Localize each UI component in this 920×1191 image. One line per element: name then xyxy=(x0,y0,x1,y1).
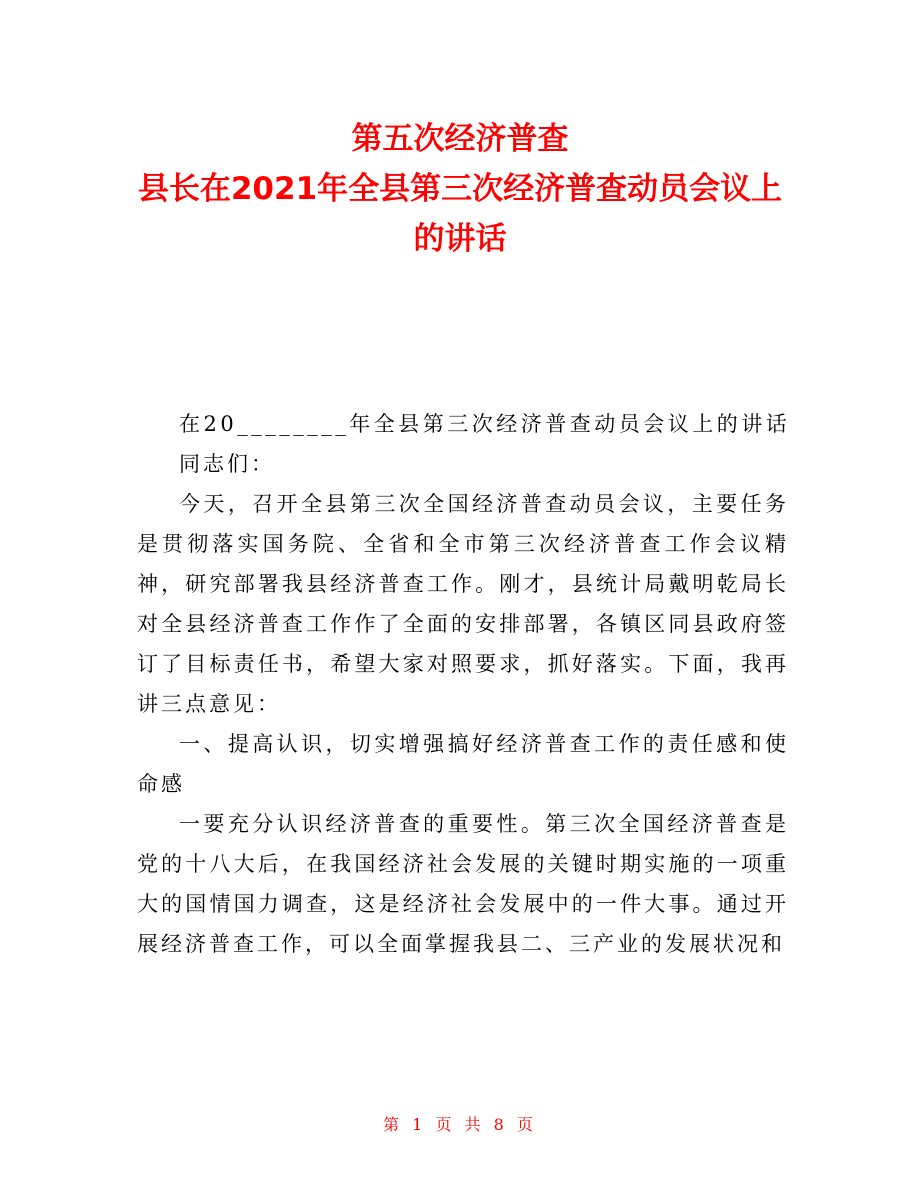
paragraph-section-one: 一、提高认识，切实增强搞好经济普查工作的责任感和使命感 xyxy=(137,732,789,796)
document-title xyxy=(0,114,920,264)
paragraph-salutation: 同志们： xyxy=(179,452,275,476)
document-body xyxy=(137,404,789,964)
paragraph-heading: 在20________年全县第三次经济普查动员会议上的讲话 xyxy=(179,412,791,436)
title-line-2: 县长在2021年全县第三次经济普查动员会议上 xyxy=(137,171,783,207)
paragraph-point-one: 一要充分认识经济普查的重要性。第三次全国经济普查是党的十八大后，在我国经济社会发展的关键时期实施的一项重大的国情国力调查，这是经济社会发展中的一件大事。通过开展经济普查工作，可以全面掌握我县二、三产业的发展状况和 xyxy=(137,812,789,956)
page-number-footer: 第 1 页 共 8 页 xyxy=(383,1115,537,1134)
title-line-1: 第五次经济普查 xyxy=(351,121,569,157)
paragraph-intro: 今天，召开全县第三次全国经济普查动员会议，主要任务是贯彻落实国务院、全省和全市第三次经济普查工作会议精神，研究部署我县经济普查工作。刚才，县统计局戴明乾局长对全县经济普查工作作了全面的安排部署，各镇区同县政府签订了目标责任书，希望大家对照要求，抓好落实。下面，我再讲三点意见： xyxy=(137,492,789,716)
title-line-3: 的讲话 xyxy=(413,221,507,257)
